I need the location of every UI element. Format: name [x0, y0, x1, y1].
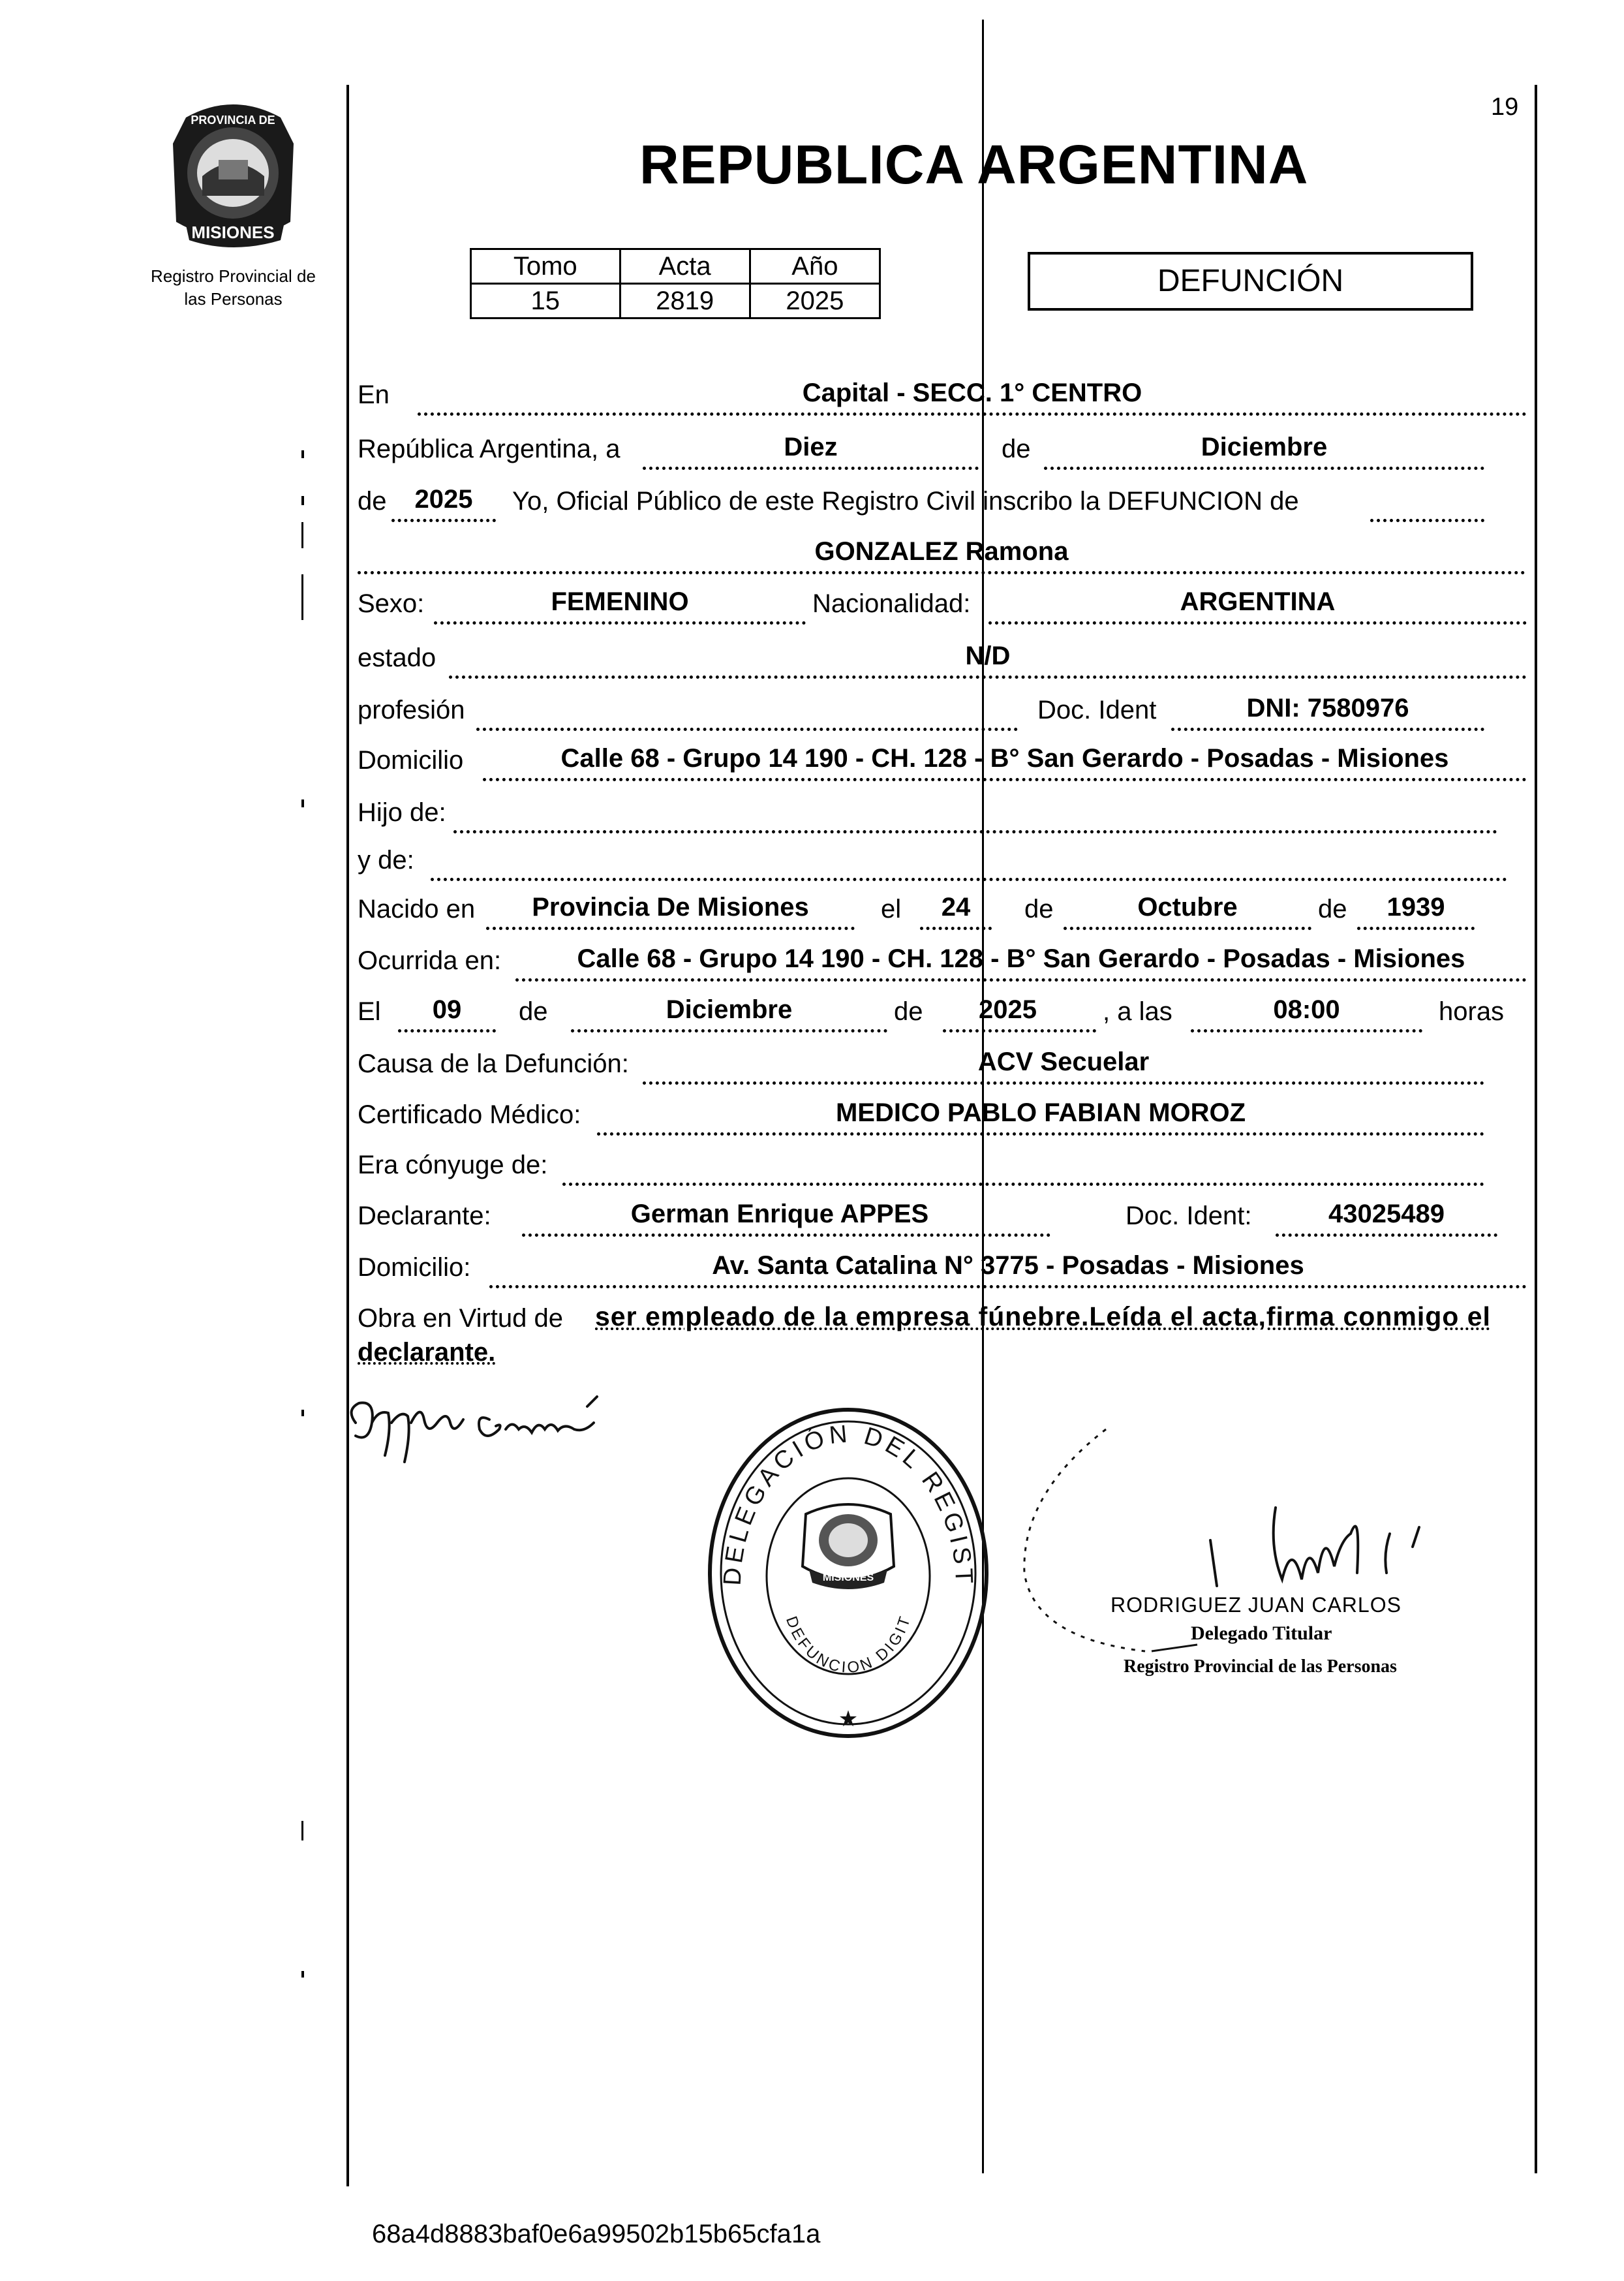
dots-ocurrida-en [515, 978, 1527, 982]
field-nac-dia: 24 [941, 893, 971, 922]
record-value-acta: 2819 [620, 284, 750, 318]
field-mes: Diciembre [1201, 433, 1328, 461]
margin-mark [301, 1971, 304, 1978]
record-value-tomo: 15 [471, 284, 620, 318]
dots-mes [1044, 467, 1484, 470]
page-number: 19 [1491, 93, 1519, 121]
field-obra-line2: declarante. [358, 1338, 496, 1367]
declarant-signature [339, 1384, 613, 1488]
dots-doc-ident [1171, 728, 1484, 731]
margin-mark [301, 1821, 303, 1840]
dots-lugar [418, 412, 1527, 416]
margin-mark [301, 496, 304, 505]
dots-estado [449, 675, 1527, 679]
label-y-de: y de: [358, 846, 414, 875]
label-nacido-en: Nacido en [358, 895, 476, 923]
field-certificado: MEDICO PABLO FABIAN MOROZ [835, 1098, 1246, 1127]
label-profesion: profesión [358, 696, 465, 724]
label-causa: Causa de la Defunción: [358, 1049, 629, 1078]
dots-def-dia [398, 1029, 496, 1032]
dots-conyuge [562, 1183, 1484, 1186]
dots-nacido-en [486, 927, 855, 930]
label-doc-ident: Doc. Ident [1037, 696, 1157, 724]
dots-nacionalidad [988, 621, 1527, 625]
officer-signature [995, 1377, 1484, 1703]
record-type-box: DEFUNCIÓN [1028, 252, 1473, 311]
label-yo-oficial: Yo, Oficial Público de este Registro Civil inscribo la DEFUNCION de [512, 487, 1299, 516]
field-declarante-doc: 43025489 [1328, 1200, 1445, 1228]
dots-nombre [358, 571, 1525, 574]
label-declarante: Declarante: [358, 1202, 491, 1230]
field-causa: ACV Secuelar [977, 1047, 1150, 1076]
label-estado: estado [358, 644, 437, 672]
field-domicilio: Calle 68 - Grupo 14 190 - CH. 128 - B° San Gerardo - Posadas - Misiones [560, 744, 1449, 773]
record-table [470, 248, 881, 319]
label-obra-en-virtud: Obra en Virtud de [358, 1304, 564, 1333]
field-nacionalidad: ARGENTINA [1180, 587, 1336, 616]
label-nac-de-1: de [1024, 895, 1054, 923]
label-def-de-2: de [894, 997, 923, 1026]
dots-declarante-doc [1276, 1234, 1497, 1237]
officer-name: RODRIGUEZ JUAN CARLOS [1111, 1593, 1402, 1617]
dots-y-de [431, 878, 1507, 881]
label-de-1: de [1002, 435, 1031, 463]
center-fold-line [982, 20, 984, 2173]
agency-name-line2: las Personas [184, 289, 283, 309]
label-horas: horas [1439, 997, 1505, 1026]
stamp-emblem [803, 1504, 894, 1589]
margin-mark [301, 450, 304, 458]
dots-profesion [476, 728, 1018, 731]
field-lugar: Capital - SECC. 1° CENTRO [802, 379, 1142, 407]
stamp-emblem-text: MISIONES [822, 1572, 874, 1583]
label-a-las: , a las [1103, 997, 1172, 1026]
label-en: En [358, 380, 390, 409]
officer-office: Registro Provincial de las Personas [1124, 1656, 1397, 1677]
dots-def-mes [571, 1029, 887, 1032]
stamp-inner-text: DEFUNCION DIGIT [782, 1613, 915, 1677]
field-def-dia: 09 [432, 995, 462, 1024]
document-hash: 68a4d8883baf0e6a99502b15b65cfa1a [372, 2220, 821, 2248]
registry-stamp [701, 1403, 995, 1743]
left-margin-rule [346, 85, 349, 2186]
label-el: El [358, 997, 381, 1026]
record-value-anio: 2025 [750, 284, 880, 318]
label-domicilio-2: Domicilio: [358, 1253, 471, 1282]
label-ocurrida-en: Ocurrida en: [358, 946, 502, 975]
field-ocurrida-en: Calle 68 - Grupo 14 190 - CH. 128 - B° San Gerardo - Posadas - Misiones [577, 944, 1465, 973]
dots-def-hora [1191, 1029, 1422, 1032]
dots-declarante-domicilio [489, 1285, 1527, 1288]
field-nac-anio: 1939 [1387, 893, 1445, 922]
label-nac-de-2: de [1318, 895, 1347, 923]
field-obra-line1: ser empleado de la empresa fúnebre.Leída el acta,firma conmigo el [595, 1301, 1491, 1331]
page-title: REPUBLICA ARGENTINA [639, 134, 1309, 195]
agency-name-line1: Registro Provincial de [151, 266, 316, 286]
dots-hijo-de [453, 830, 1497, 833]
dots-defuncion-de [1370, 519, 1484, 522]
agency-logo [160, 98, 307, 251]
field-declarante: German Enrique APPES [630, 1200, 929, 1228]
dots-nac-mes [1064, 927, 1311, 930]
dots-causa [643, 1081, 1484, 1085]
label-conyuge: Era cónyuge de: [358, 1151, 548, 1179]
field-nombre: GONZALEZ Ramona [814, 537, 1069, 566]
record-header-tomo: Tomo [471, 249, 620, 284]
record-header-anio: Año [750, 249, 880, 284]
stamp-outer-text: DELEGACIÓN DEL REGIST [718, 1420, 978, 1589]
dots-nac-dia [920, 927, 992, 930]
field-anio: 2025 [414, 485, 473, 514]
dots-nac-anio [1357, 927, 1475, 930]
field-def-hora: 08:00 [1273, 995, 1340, 1024]
field-estado: N/D [965, 642, 1011, 670]
margin-mark [301, 522, 303, 548]
label-def-de-1: de [519, 997, 548, 1026]
margin-mark [301, 1410, 304, 1416]
field-dia-letras: Diez [784, 433, 838, 461]
label-nacionalidad: Nacionalidad: [812, 589, 971, 618]
field-nacido-en: Provincia De Misiones [532, 893, 809, 922]
field-doc-ident: DNI: 7580976 [1246, 694, 1409, 722]
field-sexo: FEMENINO [551, 587, 689, 616]
dots-domicilio [483, 778, 1527, 781]
margin-mark [301, 574, 303, 620]
label-domicilio: Domicilio [358, 746, 464, 775]
record-header-acta: Acta [620, 249, 750, 284]
stamp-star: ★ [838, 1706, 859, 1732]
logo-text-misiones: MISIONES [191, 223, 275, 242]
dots-def-anio [943, 1029, 1096, 1032]
field-def-anio: 2025 [979, 995, 1037, 1024]
label-de-2: de [358, 487, 387, 516]
label-republica-a: República Argentina, a [358, 435, 620, 463]
label-certificado: Certificado Médico: [358, 1100, 581, 1129]
dots-certificado [597, 1132, 1484, 1136]
dots-declarante [522, 1234, 1050, 1237]
label-sexo: Sexo: [358, 589, 425, 618]
field-def-mes: Diciembre [666, 995, 793, 1024]
label-doc-ident-2: Doc. Ident: [1126, 1202, 1252, 1230]
field-nac-mes: Octubre [1137, 893, 1238, 922]
logo-text-provincia: PROVINCIA DE [191, 114, 275, 127]
dots-dia-letras [643, 467, 979, 470]
right-margin-rule [1535, 85, 1537, 2173]
officer-title: Delegado Titular [1191, 1622, 1332, 1644]
margin-mark [301, 799, 304, 807]
dots-sexo [434, 621, 806, 625]
field-declarante-domicilio: Av. Santa Catalina N° 3775 - Posadas - Misiones [712, 1251, 1304, 1280]
label-nac-el: el [881, 895, 902, 923]
dots-anio [391, 519, 496, 522]
label-hijo-de: Hijo de: [358, 798, 446, 827]
